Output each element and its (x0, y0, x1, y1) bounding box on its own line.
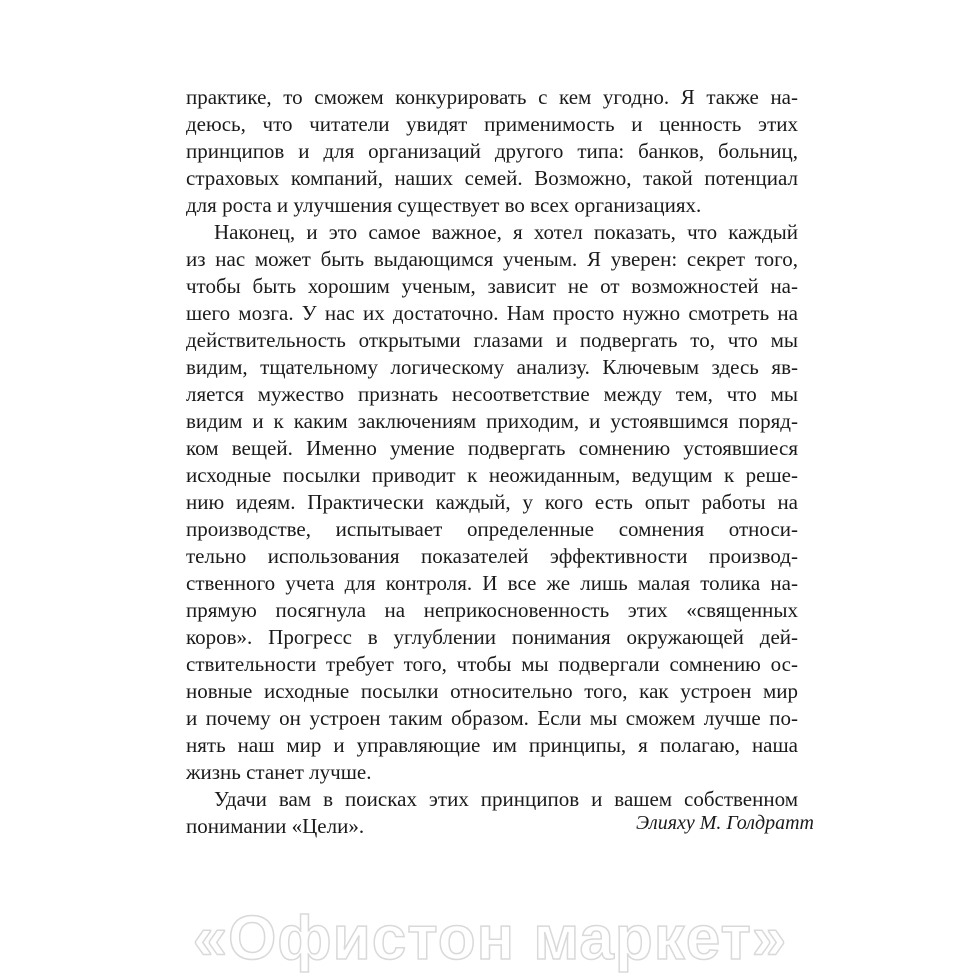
body-text (186, 84, 798, 840)
text-line: производстве, испытывает определенные сомнения относи- (186, 517, 798, 541)
text-line: страховых компаний, наших семей. Возможно, такой потенциал (186, 166, 798, 190)
text-line: и почему он устроен таким образом. Если мы сможем лучше по- (186, 706, 798, 730)
text-line: понимании «Цели». (186, 814, 365, 838)
text-line: прямую посягнула на неприкосновенность этих «священных (186, 598, 798, 622)
text-line: действительность открытыми глазами и подвергать то, что мы (186, 328, 798, 352)
text-line: шего мозга. У нас их достаточно. Нам просто нужно смотреть на (186, 301, 798, 325)
text-line: чтобы быть хорошим ученым, зависит не от возможностей на- (186, 274, 798, 298)
text-line: тельно использования показателей эффективности производ- (186, 544, 798, 568)
text-line: нию идеям. Практически каждый, у кого есть опыт работы на (186, 490, 798, 514)
text-line: коров». Прогресс в углублении понимания окружающей дей- (186, 625, 798, 649)
paragraph-start-line: Наконец, и это самое важное, я хотел показать, что каждый (214, 220, 798, 244)
paragraph-start-line: Удачи вам в поисках этих принципов и вашем собственном (214, 787, 798, 811)
text-line: видим и к каким заключениям приходим, и устоявшимся поряд- (186, 409, 798, 433)
text-line: ствительности требует того, чтобы мы подвергали сомнению ос- (186, 652, 798, 676)
text-line: деюсь, что читатели увидят применимость и ценность этих (186, 112, 798, 136)
author-signature: Элияху М. Голдратт (636, 812, 814, 834)
text-line: для роста и улучшения существует во всех организациях. (186, 193, 702, 217)
text-line: новные исходные посылки относительно того, как устроен мир (186, 679, 798, 703)
text-line: из нас может быть выдающимся ученым. Я уверен: секрет того, (186, 247, 798, 271)
text-line: жизнь станет лучше. (186, 760, 372, 784)
store-watermark: «Офистон маркет» (192, 904, 788, 973)
text-line: нять наш мир и управляющие им принципы, я полагаю, наша (186, 733, 798, 757)
text-line: принципов и для организаций другого типа: банков, больниц, (186, 139, 798, 163)
text-line: практике, то сможем конкурировать с кем угодно. Я также на- (186, 85, 798, 109)
text-line: видим, тщательному логическому анализу. Ключевым здесь яв- (186, 355, 798, 379)
text-line: ком вещей. Именно умение подвергать сомнению устоявшиеся (186, 436, 798, 460)
text-line: исходные посылки приводит к неожиданным, ведущим к реше- (186, 463, 798, 487)
text-line: ственного учета для контроля. И все же лишь малая толика на- (186, 571, 798, 595)
text-line: ляется мужество признать несоответствие между тем, что мы (186, 382, 798, 406)
